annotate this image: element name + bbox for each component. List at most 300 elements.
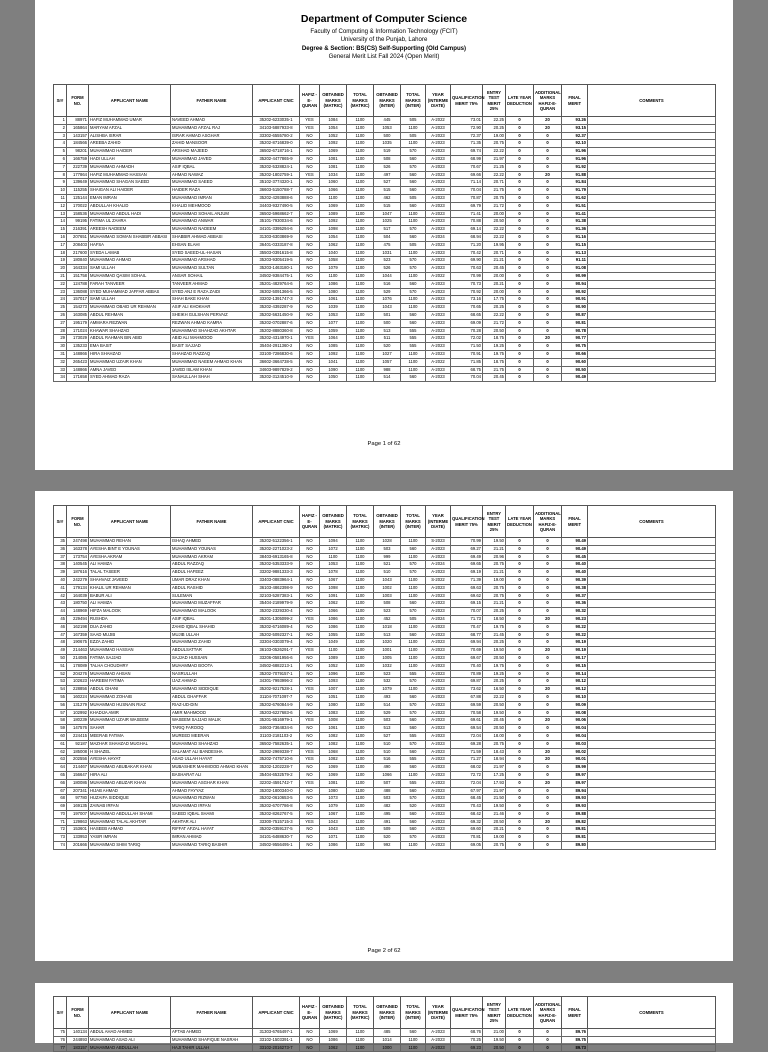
cell-qualification-merit: 71.39 xyxy=(451,576,483,584)
cell-applicant-name: KHADIJA AMIR xyxy=(89,709,171,717)
cell-late-year-deduction: 0 xyxy=(506,366,534,374)
cell-hafiz-e-quran: NO xyxy=(300,226,320,234)
cell-applicant-name: KHAWAR SHAHZAD xyxy=(89,327,171,335)
cell-year-intermediate: A-2023 xyxy=(426,171,451,179)
cell-additional-marks-hafiz: 0 xyxy=(534,1029,562,1037)
column-header-entry-test-merit: ENTRY TEST MERIT 25% xyxy=(483,506,506,538)
cell-late-year-deduction: 0 xyxy=(506,654,534,662)
cell-hafiz-e-quran: NO xyxy=(300,265,320,273)
cell-late-year-deduction: 0 xyxy=(506,678,534,686)
cell-sr-no: 51 xyxy=(54,662,67,670)
cell-obtained-marks-matric: 1080 xyxy=(320,701,347,709)
cell-applicant-name: HIJAB AHMAD xyxy=(89,787,171,795)
cell-year-intermediate: A-2023 xyxy=(426,803,451,811)
cell-applicant-name: MUHAMMAD ABDUL HADI xyxy=(89,210,171,218)
cell-applicant-cnic: 33100-7286830-6 xyxy=(253,350,300,358)
cell-final-merit: 90.12 xyxy=(562,686,588,694)
cell-total-marks-matric: 1100 xyxy=(347,1044,374,1052)
cell-comments xyxy=(588,779,716,787)
cell-year-intermediate: A-2023 xyxy=(426,148,451,156)
cell-comments xyxy=(588,194,716,202)
column-header-applicant-name: APPLICANT NAME xyxy=(89,506,171,538)
cell-year-intermediate: A-2023 xyxy=(426,764,451,772)
cell-applicant-cnic: 34603-9897829-2 xyxy=(253,366,300,374)
cell-obtained-marks-inter: 1018 xyxy=(374,623,401,631)
cell-additional-marks-hafiz: 0 xyxy=(534,795,562,803)
cell-year-intermediate: A-2023 xyxy=(426,600,451,608)
cell-sr-no: 13 xyxy=(54,210,67,218)
cell-hafiz-e-quran: NO xyxy=(300,561,320,569)
cell-form-no: 228856 xyxy=(67,686,89,694)
cell-hafiz-e-quran: NO xyxy=(300,600,320,608)
cell-year-intermediate: A-2023 xyxy=(426,545,451,553)
cell-additional-marks-hafiz: 20 xyxy=(534,756,562,764)
merit-table xyxy=(53,84,716,382)
cell-qualification-merit: 70.99 xyxy=(451,538,483,546)
cell-form-no: 131279 xyxy=(67,701,89,709)
cell-sr-no: 28 xyxy=(54,327,67,335)
cell-form-no: 216391 xyxy=(67,226,89,234)
cell-final-merit: 90.03 xyxy=(562,740,588,748)
cell-sr-no: 66 xyxy=(54,779,67,787)
cell-entry-test-merit: 20.75 xyxy=(483,140,506,148)
cell-obtained-marks-inter: 501 xyxy=(374,311,401,319)
cell-form-no: 217600 xyxy=(67,249,89,257)
cell-father-name: UMAR DRAZ KHAN xyxy=(171,576,253,584)
cell-total-marks-matric: 1100 xyxy=(347,366,374,374)
cell-late-year-deduction: 0 xyxy=(506,311,534,319)
cell-total-marks-inter: 520 xyxy=(401,803,426,811)
cell-applicant-name: SYEDA LAMAB xyxy=(89,249,171,257)
cell-total-marks-matric: 1100 xyxy=(347,265,374,273)
cell-father-name: MUHAMMAD ANWAR xyxy=(171,218,253,226)
cell-year-intermediate: A-2023 xyxy=(426,826,451,834)
cell-entry-test-merit: 19.50 xyxy=(483,647,506,655)
table-row xyxy=(54,834,716,842)
cell-applicant-name: MUHAMMAD SHIM TARIQ xyxy=(89,842,171,850)
cell-father-name: ARSHAD MAJEED xyxy=(171,148,253,156)
cell-applicant-name: MUHAMMAD ASAD ALI xyxy=(89,1036,171,1044)
merit-list-page-1 xyxy=(35,0,733,470)
cell-comments xyxy=(588,187,716,195)
cell-total-marks-inter: 560 xyxy=(401,374,426,382)
cell-total-marks-inter: 570 xyxy=(401,608,426,616)
cell-total-marks-matric: 1100 xyxy=(347,249,374,257)
column-header-applicant-cnic: APPLICANT CNIC xyxy=(253,506,300,538)
cell-sr-no: 61 xyxy=(54,740,67,748)
cell-total-marks-inter: 560 xyxy=(401,280,426,288)
cell-qualification-merit: 69.79 xyxy=(451,202,483,210)
cell-year-intermediate: A-2023 xyxy=(426,140,451,148)
cell-additional-marks-hafiz: 0 xyxy=(534,327,562,335)
cell-additional-marks-hafiz: 0 xyxy=(534,1036,562,1044)
table-row xyxy=(54,748,716,756)
cell-total-marks-inter: 1100 xyxy=(401,358,426,366)
cell-father-name: MUBASHER MAHMOOD AHMAD KHAN xyxy=(171,764,253,772)
cell-hafiz-e-quran: NO xyxy=(300,202,320,210)
cell-obtained-marks-matric: 1064 xyxy=(320,335,347,343)
cell-total-marks-inter: 555 xyxy=(401,779,426,787)
cell-additional-marks-hafiz: 0 xyxy=(534,732,562,740)
cell-total-marks-matric: 1100 xyxy=(347,779,374,787)
cell-total-marks-matric: 1100 xyxy=(347,592,374,600)
cell-late-year-deduction: 0 xyxy=(506,732,534,740)
cell-sr-no: 7 xyxy=(54,163,67,171)
cell-year-intermediate: A-2024 xyxy=(426,233,451,241)
column-header-additional-marks-hafiz: ADDITIONAL MARKS HAFIZ-E-QURAN xyxy=(534,506,562,538)
cell-final-merit: 91.11 xyxy=(562,257,588,265)
cell-father-name: IMRAN AHMAD xyxy=(171,834,253,842)
cell-obtained-marks-matric: 1055 xyxy=(320,631,347,639)
cell-sr-no: 37 xyxy=(54,553,67,561)
cell-comments xyxy=(588,288,716,296)
cell-hafiz-e-quran: NO xyxy=(300,826,320,834)
cell-entry-test-merit: 20.71 xyxy=(483,179,506,187)
cell-qualification-merit: 68.45 xyxy=(451,795,483,803)
cell-total-marks-inter: 1100 xyxy=(401,1036,426,1044)
cell-form-no: 184566 xyxy=(67,140,89,148)
cell-total-marks-matric: 1100 xyxy=(347,787,374,795)
cell-comments xyxy=(588,249,716,257)
cell-entry-test-merit: 20.00 xyxy=(483,288,506,296)
cell-year-intermediate: A-2023 xyxy=(426,350,451,358)
cell-total-marks-inter: 1100 xyxy=(401,249,426,257)
cell-obtained-marks-matric: 1094 xyxy=(320,538,347,546)
cell-total-marks-matric: 1100 xyxy=(347,803,374,811)
cell-comments xyxy=(588,647,716,655)
cell-sr-no: 60 xyxy=(54,732,67,740)
cell-applicant-cnic: 36401-0333187-8 xyxy=(253,241,300,249)
cell-final-merit: 90.04 xyxy=(562,725,588,733)
column-header-applicant-cnic: APPLICANT CNIC xyxy=(253,997,300,1029)
cell-comments xyxy=(588,171,716,179)
cell-qualification-merit: 69.23 xyxy=(451,1044,483,1052)
cell-total-marks-inter: 1100 xyxy=(401,124,426,132)
cell-additional-marks-hafiz: 0 xyxy=(534,538,562,546)
cell-obtained-marks-inter: 532 xyxy=(374,678,401,686)
cell-total-marks-inter: 560 xyxy=(401,631,426,639)
cell-obtained-marks-matric: 1067 xyxy=(320,576,347,584)
cell-applicant-cnic: 38403-6913165-8 xyxy=(253,553,300,561)
cell-entry-test-merit: 18.43 xyxy=(483,748,506,756)
cell-applicant-name: AYESHA AKRAM xyxy=(89,553,171,561)
cell-year-intermediate: A-2024 xyxy=(426,615,451,623)
cell-obtained-marks-inter: 511 xyxy=(374,335,401,343)
cell-father-name: MUHAMMAD NADEEM xyxy=(171,226,253,234)
cell-obtained-marks-inter: 1057 xyxy=(374,358,401,366)
cell-late-year-deduction: 0 xyxy=(506,296,534,304)
cell-year-intermediate: A-2023 xyxy=(426,787,451,795)
cell-year-intermediate: A-2023 xyxy=(426,771,451,779)
cell-obtained-marks-inter: 509 xyxy=(374,826,401,834)
cell-form-no: 180750 xyxy=(67,600,89,608)
cell-qualification-merit: 71.41 xyxy=(451,210,483,218)
table-row xyxy=(54,226,716,234)
cell-comments xyxy=(588,233,716,241)
cell-father-name: ZAHID MANSOOR xyxy=(171,140,253,148)
cell-entry-test-merit: 19.75 xyxy=(483,623,506,631)
table-row xyxy=(54,358,716,366)
table-row xyxy=(54,124,716,132)
cell-hafiz-e-quran: YES xyxy=(300,117,320,125)
cell-additional-marks-hafiz: 0 xyxy=(534,226,562,234)
cell-late-year-deduction: 0 xyxy=(506,834,534,842)
cell-hafiz-e-quran: NO xyxy=(300,304,320,312)
cell-total-marks-matric: 1100 xyxy=(347,194,374,202)
column-header-sr-no: Sr# xyxy=(54,506,67,538)
cell-father-name: NAVEED AHMAD xyxy=(171,117,253,125)
cell-year-intermediate: A-2023 xyxy=(426,366,451,374)
cell-hafiz-e-quran: NO xyxy=(300,732,320,740)
cell-applicant-cnic: 35202-3124510-9 xyxy=(253,374,300,382)
cell-comments xyxy=(588,343,716,351)
cell-applicant-cnic: 34103-5887933-8 xyxy=(253,124,300,132)
cell-applicant-cnic: 35201-1305099-2 xyxy=(253,615,300,623)
cell-comments xyxy=(588,576,716,584)
cell-obtained-marks-inter: 510 xyxy=(374,740,401,748)
cell-applicant-cnic: 31103-2181103-2 xyxy=(253,732,300,740)
column-header-total-marks-matric: TOTAL MARKS (MATRIC) xyxy=(347,997,374,1029)
cell-form-no: 158536 xyxy=(67,210,89,218)
cell-father-name: SYED SAEED-UL-HASAN xyxy=(171,249,253,257)
cell-qualification-merit: 69.49 xyxy=(451,553,483,561)
cell-comments xyxy=(588,608,716,616)
cell-comments xyxy=(588,1036,716,1044)
column-header-form-no: FORM NO. xyxy=(67,506,89,538)
cell-father-name: MUHAMMAD IMRAN xyxy=(171,194,253,202)
cell-additional-marks-hafiz: 0 xyxy=(534,296,562,304)
cell-hafiz-e-quran: NO xyxy=(300,179,320,187)
cell-entry-test-merit: 19.95 xyxy=(483,241,506,249)
cell-obtained-marks-matric: 1100 xyxy=(320,194,347,202)
cell-final-merit: 89.76 xyxy=(562,1029,588,1037)
table-row xyxy=(54,132,716,140)
cell-qualification-merit: 69.60 xyxy=(451,826,483,834)
column-header-qualification-merit: QUALIFICATION MERIT 75% xyxy=(451,506,483,538)
cell-late-year-deduction: 0 xyxy=(506,202,534,210)
cell-additional-marks-hafiz: 0 xyxy=(534,810,562,818)
cell-additional-marks-hafiz: 0 xyxy=(534,148,562,156)
cell-applicant-cnic: 35202-1802759-1 xyxy=(253,171,300,179)
cell-total-marks-inter: 1100 xyxy=(401,304,426,312)
cell-total-marks-matric: 1100 xyxy=(347,623,374,631)
cell-total-marks-inter: 505 xyxy=(401,241,426,249)
cell-total-marks-inter: 555 xyxy=(401,327,426,335)
cell-total-marks-matric: 1100 xyxy=(347,756,374,764)
cell-applicant-name: TALAL TASEER xyxy=(89,569,171,577)
cell-form-no: 179134 xyxy=(67,584,89,592)
cell-applicant-cnic: 35202-4314970-1 xyxy=(253,335,300,343)
table-row xyxy=(54,1029,716,1037)
table-row xyxy=(54,584,716,592)
cell-year-intermediate: A-2023 xyxy=(426,834,451,842)
cell-obtained-marks-matric: 1069 xyxy=(320,1029,347,1037)
cell-obtained-marks-matric: 1058 xyxy=(320,257,347,265)
cell-applicant-cnic: 35203-6227683-6 xyxy=(253,709,300,717)
cell-final-merit: 90.78 xyxy=(562,327,588,335)
cell-form-no: 224415 xyxy=(67,732,89,740)
cell-total-marks-matric: 1100 xyxy=(347,818,374,826)
cell-late-year-deduction: 0 xyxy=(506,561,534,569)
cell-comments xyxy=(588,132,716,140)
table-row xyxy=(54,569,716,577)
cell-applicant-cnic: 35202-5631450-9 xyxy=(253,311,300,319)
cell-hafiz-e-quran: NO xyxy=(300,249,320,257)
table-row xyxy=(54,241,716,249)
cell-total-marks-inter: 570 xyxy=(401,795,426,803)
cell-late-year-deduction: 0 xyxy=(506,304,534,312)
cell-final-merit: 90.22 xyxy=(562,623,588,631)
cell-final-merit: 89.73 xyxy=(562,1044,588,1052)
cell-entry-test-merit: 21.21 xyxy=(483,569,506,577)
cell-total-marks-matric: 1100 xyxy=(347,374,374,382)
cell-hafiz-e-quran: YES xyxy=(300,717,320,725)
cell-comments xyxy=(588,748,716,756)
cell-form-no: 177864 xyxy=(67,171,89,179)
cell-applicant-name: MUHAMMAD HAIDER xyxy=(89,148,171,156)
cell-additional-marks-hafiz: 0 xyxy=(534,701,562,709)
merit-table xyxy=(53,996,716,1052)
cell-entry-test-merit: 20.45 xyxy=(483,265,506,273)
cell-applicant-name: MUHAMMAD HASSAN xyxy=(89,647,171,655)
cell-father-name: MUHAMMAD TARIQ BASHIR xyxy=(171,842,253,850)
cell-total-marks-inter: 1100 xyxy=(401,592,426,600)
cell-qualification-merit: 71.59 xyxy=(451,748,483,756)
cell-comments xyxy=(588,764,716,772)
cell-comments xyxy=(588,155,716,163)
cell-total-marks-inter: 505 xyxy=(401,194,426,202)
cell-final-merit: 90.22 xyxy=(562,631,588,639)
cell-total-marks-matric: 1100 xyxy=(347,834,374,842)
cell-form-no: 214085 xyxy=(67,654,89,662)
cell-applicant-name: MUHAMMAD QASIM SOHAIL xyxy=(89,272,171,280)
column-header-late-year-deduction: LATE YEAR DEDUCTION xyxy=(506,997,534,1029)
cell-entry-test-merit: 19.25 xyxy=(483,343,506,351)
cell-applicant-cnic: 33102-1503391-1 xyxy=(253,1036,300,1044)
cell-form-no: 164039 xyxy=(67,592,89,600)
cell-entry-test-merit: 22.22 xyxy=(483,311,506,319)
cell-additional-marks-hafiz: 0 xyxy=(534,787,562,795)
cell-applicant-name: ABDUL RAHMAN BIN ABID xyxy=(89,335,171,343)
cell-father-name: ASIF ALI KHOKHAR xyxy=(171,304,253,312)
cell-applicant-name: EMA BASIT xyxy=(89,343,171,351)
cell-additional-marks-hafiz: 0 xyxy=(534,366,562,374)
cell-entry-test-merit: 20.50 xyxy=(483,218,506,226)
cell-total-marks-inter: 570 xyxy=(401,257,426,265)
cell-qualification-merit: 70.67 xyxy=(451,163,483,171)
column-header-total-marks-inter: TOTAL MARKS (INTER) xyxy=(401,506,426,538)
cell-applicant-name: HADI ULLAH xyxy=(89,155,171,163)
cell-year-intermediate: S-2022 xyxy=(426,576,451,584)
column-header-final-merit: FINAL MERIT xyxy=(562,506,588,538)
cell-qualification-merit: 68.76 xyxy=(451,1029,483,1037)
cell-father-name: BASHARAT ALI xyxy=(171,771,253,779)
cell-applicant-name: MUHAMMAD TALAL AKHTAR xyxy=(89,818,171,826)
cell-father-name: AMIR MAHMOOD xyxy=(171,709,253,717)
cell-total-marks-matric: 1100 xyxy=(347,304,374,312)
cell-father-name: NASRULLAH xyxy=(171,670,253,678)
cell-sr-no: 50 xyxy=(54,654,67,662)
cell-obtained-marks-inter: 1035 xyxy=(374,140,401,148)
table-row xyxy=(54,826,716,834)
cell-father-name: MUHAMMAD IRFAN xyxy=(171,803,253,811)
cell-form-no: 156647 xyxy=(67,771,89,779)
cell-final-merit: 90.08 xyxy=(562,709,588,717)
cell-qualification-merit: 70.89 xyxy=(451,670,483,678)
cell-applicant-cnic: 35404-6532579-2 xyxy=(253,771,300,779)
cell-additional-marks-hafiz: 0 xyxy=(534,693,562,701)
cell-form-no: 180840 xyxy=(67,257,89,265)
cell-late-year-deduction: 0 xyxy=(506,194,534,202)
column-header-total-marks-inter: TOTAL MARKS (INTER) xyxy=(401,85,426,117)
cell-applicant-cnic: 35503-0391615-8 xyxy=(253,249,300,257)
table-row xyxy=(54,249,716,257)
cell-father-name: SHABBIR AHMAD ABBASI xyxy=(171,233,253,241)
cell-late-year-deduction: 0 xyxy=(506,327,534,335)
cell-hafiz-e-quran: YES xyxy=(300,171,320,179)
cell-late-year-deduction: 0 xyxy=(506,210,534,218)
cell-sr-no: 45 xyxy=(54,615,67,623)
cell-applicant-cnic: 35202-5092327-1 xyxy=(253,631,300,639)
cell-total-marks-matric: 1100 xyxy=(347,561,374,569)
cell-additional-marks-hafiz: 0 xyxy=(534,350,562,358)
column-header-obtained-marks-inter: OBTAINED MARKS (INTER) xyxy=(374,506,401,538)
cell-obtained-marks-inter: 493 xyxy=(374,693,401,701)
cell-comments xyxy=(588,117,716,125)
cell-applicant-cnic: 35202-1800340-0 xyxy=(253,787,300,795)
cell-applicant-cnic: 35202-0610653-5 xyxy=(253,795,300,803)
cell-sr-no: 53 xyxy=(54,678,67,686)
cell-total-marks-matric: 1100 xyxy=(347,1029,374,1037)
cell-hafiz-e-quran: NO xyxy=(300,810,320,818)
cell-entry-test-merit: 21.97 xyxy=(483,155,506,163)
cell-comments xyxy=(588,561,716,569)
cell-sr-no: 9 xyxy=(54,179,67,187)
cell-additional-marks-hafiz: 0 xyxy=(534,218,562,226)
cell-applicant-cnic: 34101-3395294-6 xyxy=(253,226,300,234)
cell-form-no: 244893 xyxy=(67,1036,89,1044)
column-header-obtained-marks-matric: OBTAINED MARKS (MATRIC) xyxy=(320,506,347,538)
column-header-obtained-marks-matric: OBTAINED MARKS (MATRIC) xyxy=(320,85,347,117)
column-header-sr-no: Sr# xyxy=(54,997,67,1029)
cell-total-marks-inter: 505 xyxy=(401,132,426,140)
cell-year-intermediate: A-2023 xyxy=(426,709,451,717)
cell-total-marks-matric: 1100 xyxy=(347,319,374,327)
cell-total-marks-inter: 1100 xyxy=(401,538,426,546)
cell-additional-marks-hafiz: 0 xyxy=(534,771,562,779)
cell-sr-no: 6 xyxy=(54,155,67,163)
cell-sr-no: 16 xyxy=(54,233,67,241)
cell-year-intermediate: A-2023 xyxy=(426,779,451,787)
column-header-qualification-merit: QUALIFICATION MERIT 75% xyxy=(451,997,483,1029)
cell-obtained-marks-inter: 529 xyxy=(374,709,401,717)
table-row xyxy=(54,140,716,148)
cell-entry-test-merit: 20.45 xyxy=(483,374,506,382)
cell-year-intermediate: A-2023 xyxy=(426,335,451,343)
cell-entry-test-merit: 18.94 xyxy=(483,756,506,764)
cell-late-year-deduction: 0 xyxy=(506,662,534,670)
cell-form-no: 229494 xyxy=(67,615,89,623)
cell-additional-marks-hafiz: 0 xyxy=(534,670,562,678)
cell-year-intermediate: A-2023 xyxy=(426,327,451,335)
cell-entry-test-merit: 20.71 xyxy=(483,249,506,257)
cell-applicant-name: HAREEM FATIMA xyxy=(89,678,171,686)
column-header-entry-test-merit: ENTRY TEST MERIT 25% xyxy=(483,85,506,117)
column-header-hafiz-e-quran: HAFIZ -E- QURAN xyxy=(300,85,320,117)
cell-qualification-merit: 69.05 xyxy=(451,842,483,850)
cell-total-marks-matric: 1100 xyxy=(347,584,374,592)
cell-additional-marks-hafiz: 0 xyxy=(534,561,562,569)
